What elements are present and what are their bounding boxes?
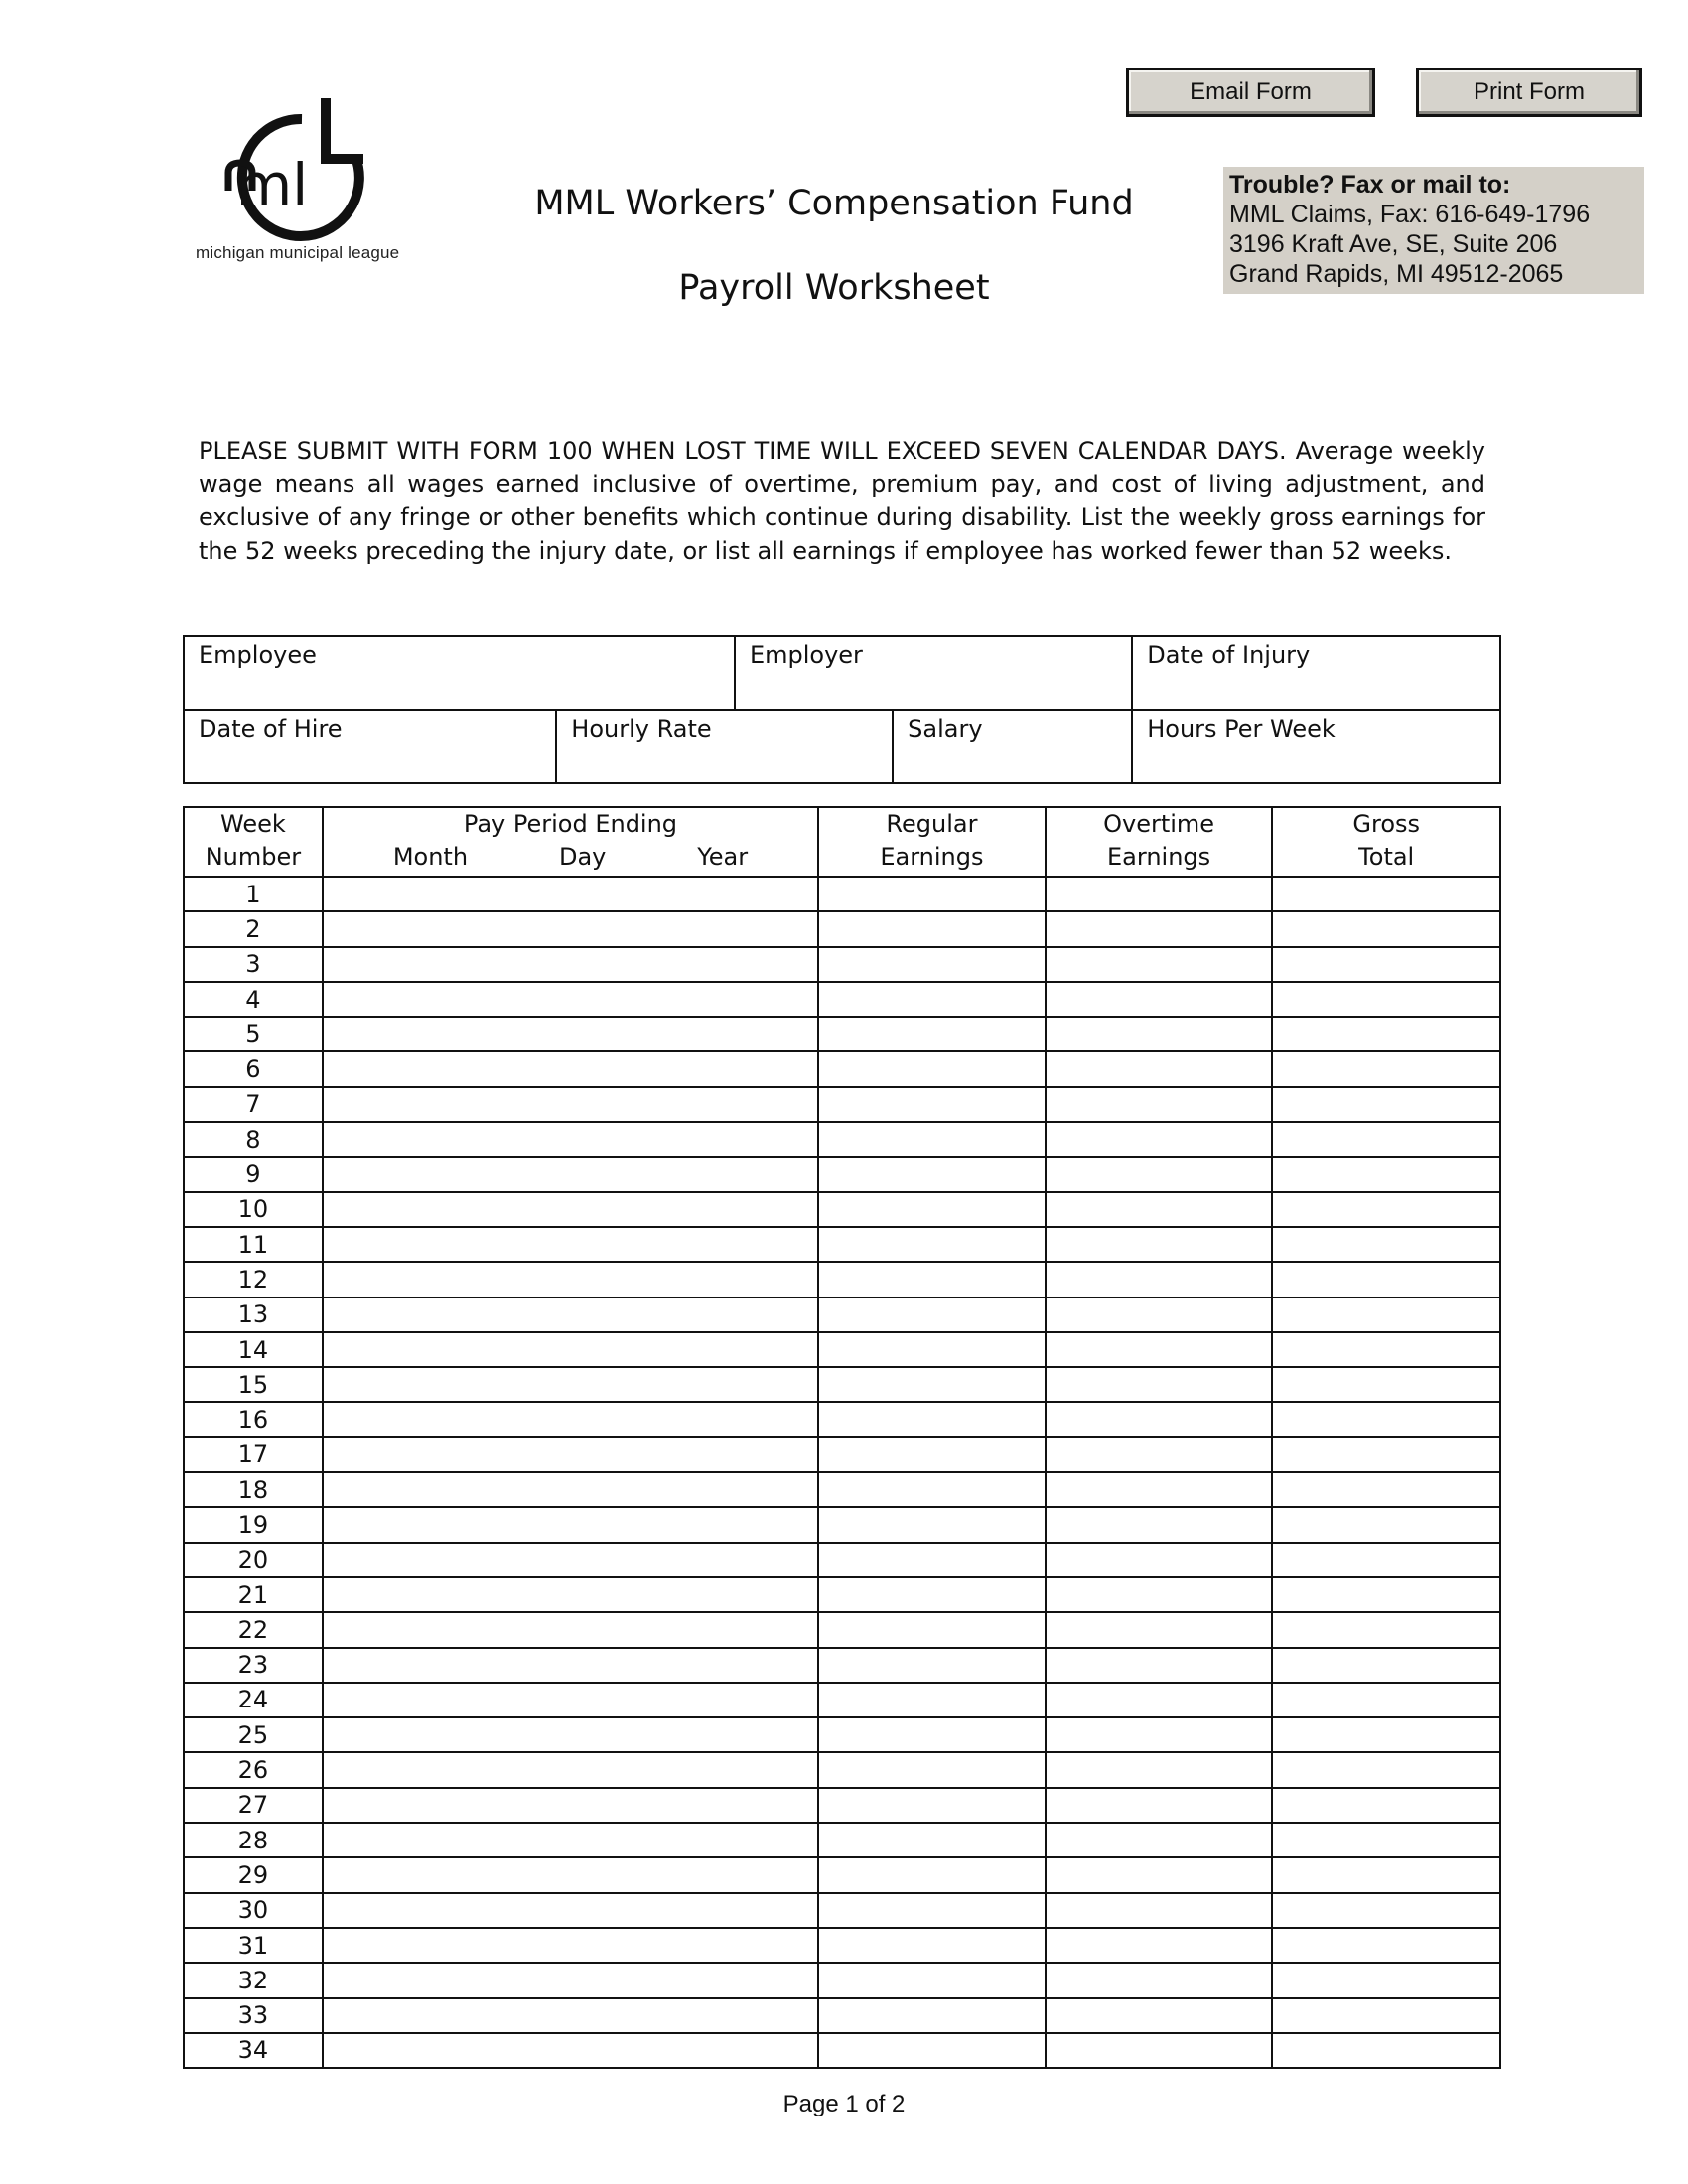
gross-total-cell[interactable] [1272, 1227, 1500, 1262]
overtime-earnings-cell[interactable] [1046, 877, 1273, 911]
pay-period-ending-cell[interactable] [323, 1297, 818, 1332]
regular-earnings-cell[interactable] [818, 1262, 1046, 1297]
pay-period-ending-cell[interactable] [323, 1332, 818, 1367]
employer-field[interactable]: Employer [735, 636, 1132, 710]
week-number-cell: 32 [184, 1963, 323, 1997]
overtime-earnings-cell[interactable] [1046, 1788, 1273, 1823]
pay-period-ending-cell[interactable] [323, 1683, 818, 1717]
table-row [184, 1297, 1500, 1332]
regular-earnings-cell[interactable] [818, 1543, 1046, 1577]
table-row [184, 1402, 1500, 1436]
regular-earnings-cell[interactable] [818, 877, 1046, 911]
table-row [184, 1122, 1500, 1157]
pay-period-ending-cell[interactable] [323, 1963, 818, 1997]
table-row [184, 1051, 1500, 1086]
overtime-earnings-cell[interactable] [1046, 1928, 1273, 1963]
regular-earnings-cell[interactable] [818, 1507, 1046, 1542]
email-form-button[interactable]: Email Form [1126, 68, 1375, 117]
overtime-earnings-cell[interactable] [1046, 1998, 1273, 2033]
week-number-cell: 2 [184, 911, 323, 946]
overtime-earnings-cell[interactable] [1046, 1227, 1273, 1262]
table-row [184, 1893, 1500, 1928]
pay-period-ending-cell[interactable] [323, 1262, 818, 1297]
week-number-cell: 3 [184, 947, 323, 982]
form-title: MML Workers’ Compensation Fund [534, 184, 1134, 223]
overtime-earnings-cell[interactable] [1046, 1087, 1273, 1122]
gross-total-cell[interactable] [1272, 1612, 1500, 1647]
contact-heading: Trouble? Fax or mail to: [1229, 171, 1511, 199]
gross-total-cell[interactable] [1272, 1367, 1500, 1402]
week-number-cell: 24 [184, 1683, 323, 1717]
week-number-cell: 21 [184, 1577, 323, 1612]
week-number-cell: 29 [184, 1857, 323, 1892]
overtime-earnings-cell[interactable] [1046, 911, 1273, 946]
gross-total-cell[interactable] [1272, 1437, 1500, 1472]
pay-period-ending-cell[interactable] [323, 1472, 818, 1507]
overtime-earnings-cell[interactable] [1046, 1683, 1273, 1717]
table-row [184, 1227, 1500, 1262]
overtime-earnings-cell[interactable] [1046, 1122, 1273, 1157]
gross-total-cell[interactable] [1272, 1717, 1500, 1752]
overtime-earnings-cell[interactable] [1046, 1893, 1273, 1928]
employee-field[interactable]: Employee [184, 636, 735, 710]
table-row [184, 1717, 1500, 1752]
table-row [184, 2033, 1500, 2068]
gross-total-cell[interactable] [1272, 947, 1500, 982]
gross-total-cell[interactable] [1272, 1332, 1500, 1367]
gross-total-cell[interactable] [1272, 1017, 1500, 1051]
week-number-cell: 13 [184, 1297, 323, 1332]
pay-period-ending-cell[interactable] [323, 1402, 818, 1436]
regular-earnings-cell[interactable] [818, 1963, 1046, 1997]
regular-earnings-cell[interactable] [818, 1928, 1046, 1963]
week-number-cell: 19 [184, 1507, 323, 1542]
table-row [184, 1612, 1500, 1647]
pay-period-ending-cell[interactable] [323, 1051, 818, 1086]
overtime-earnings-cell[interactable] [1046, 1543, 1273, 1577]
gross-total-cell[interactable] [1272, 1192, 1500, 1227]
gross-total-cell[interactable] [1272, 1648, 1500, 1683]
table-row [184, 1332, 1500, 1367]
overtime-earnings-cell[interactable] [1046, 1192, 1273, 1227]
regular-earnings-cell[interactable] [818, 1332, 1046, 1367]
regular-earnings-cell[interactable] [818, 1051, 1046, 1086]
gross-total-cell[interactable] [1272, 1262, 1500, 1297]
contact-box [1223, 167, 1644, 294]
regular-earnings-cell[interactable] [818, 1648, 1046, 1683]
day-header: Day [558, 843, 607, 871]
gross-total-cell[interactable] [1272, 1087, 1500, 1122]
overtime-earnings-cell[interactable] [1046, 1963, 1273, 1997]
gross-total-cell[interactable] [1272, 1823, 1500, 1857]
gross-total-cell[interactable] [1272, 1963, 1500, 1997]
gross-total-cell[interactable] [1272, 1472, 1500, 1507]
gross-total-cell[interactable] [1272, 911, 1500, 946]
gross-total-cell[interactable] [1272, 1402, 1500, 1436]
week-number-cell: 34 [184, 2033, 323, 2068]
week-number-cell: 16 [184, 1402, 323, 1436]
week-number-cell: 15 [184, 1367, 323, 1402]
gross-total-cell[interactable] [1272, 1928, 1500, 1963]
pay-period-ending-cell[interactable] [323, 1507, 818, 1542]
pay-period-ending-cell[interactable] [323, 1122, 818, 1157]
pay-period-ending-cell[interactable] [323, 1752, 818, 1787]
hours-per-week-field[interactable]: Hours Per Week [1132, 710, 1500, 783]
overtime-earnings-cell[interactable] [1046, 1332, 1273, 1367]
table-row [184, 1788, 1500, 1823]
week-number-cell: 23 [184, 1648, 323, 1683]
week-number-cell: 28 [184, 1823, 323, 1857]
overtime-earnings-cell[interactable] [1046, 1297, 1273, 1332]
week-number-cell: 11 [184, 1227, 323, 1262]
overtime-earnings-cell[interactable] [1046, 1577, 1273, 1612]
employee-info-table [183, 635, 1501, 784]
week-number-cell: 9 [184, 1157, 323, 1191]
table-row [184, 1262, 1500, 1297]
pay-period-ending-cell[interactable] [323, 1928, 818, 1963]
overtime-earnings-cell[interactable] [1046, 1648, 1273, 1683]
gross-total-cell[interactable] [1272, 1893, 1500, 1928]
payroll-table [183, 806, 1501, 2069]
gross-total-cell[interactable] [1272, 1122, 1500, 1157]
regular-earnings-cell[interactable] [818, 1998, 1046, 2033]
week-number-cell: 18 [184, 1472, 323, 1507]
instructions-text: PLEASE SUBMIT WITH FORM 100 WHEN LOST TIME WILL EXCEED SEVEN CALENDAR DAYS. Average weekly wage means all wages earned inclusive of overtime, premium pay, and cost of living adjustment, and exclusive of any fringe or other benefits which continue during disability. List the weekly gross earnings for the 52 weeks preceding the injury date, or list all earnings if employee has worked fewer than 52 weeks. [199, 437, 1485, 565]
table-row [184, 1437, 1500, 1472]
overtime-earnings-header: Overtime Earnings [1046, 807, 1273, 877]
month-header: Month [392, 843, 469, 871]
gross-total-cell[interactable] [1272, 2033, 1500, 2068]
week-number-cell: 7 [184, 1087, 323, 1122]
table-row [184, 1577, 1500, 1612]
week-number-cell: 22 [184, 1612, 323, 1647]
overtime-earnings-cell[interactable] [1046, 982, 1273, 1017]
page-number: Page 1 of 2 [782, 2091, 906, 2117]
week-number-cell: 6 [184, 1051, 323, 1086]
table-row [184, 1543, 1500, 1577]
gross-total-cell[interactable] [1272, 1752, 1500, 1787]
regular-earnings-header: Regular Earnings [818, 807, 1046, 877]
pay-period-ending-cell[interactable] [323, 1017, 818, 1051]
pay-period-ending-cell[interactable] [323, 947, 818, 982]
gross-total-cell[interactable] [1272, 877, 1500, 911]
pay-period-ending-cell[interactable] [323, 1648, 818, 1683]
overtime-earnings-cell[interactable] [1046, 1507, 1273, 1542]
overtime-earnings-cell[interactable] [1046, 1717, 1273, 1752]
contact-line: MML Claims, Fax: 616-649-1796 [1229, 201, 1591, 228]
gross-total-cell[interactable] [1272, 1507, 1500, 1542]
regular-earnings-cell[interactable] [818, 1367, 1046, 1402]
week-number-cell: 20 [184, 1543, 323, 1577]
regular-earnings-cell[interactable] [818, 1227, 1046, 1262]
contact-line: 3196 Kraft Ave, SE, Suite 206 [1229, 230, 1558, 258]
pay-period-ending-header: Pay Period Ending Month Day Year [323, 807, 818, 877]
week-number-cell: 30 [184, 1893, 323, 1928]
regular-earnings-cell[interactable] [818, 1122, 1046, 1157]
regular-earnings-cell[interactable] [818, 1788, 1046, 1823]
table-row [184, 1928, 1500, 1963]
pay-period-ending-cell[interactable] [323, 1893, 818, 1928]
table-row [184, 947, 1500, 982]
gross-total-cell[interactable] [1272, 1788, 1500, 1823]
week-number-cell: 33 [184, 1998, 323, 2033]
overtime-earnings-cell[interactable] [1046, 1367, 1273, 1402]
pay-period-ending-cell[interactable] [323, 911, 818, 946]
pay-period-ending-cell[interactable] [323, 1857, 818, 1892]
gross-total-cell[interactable] [1272, 1157, 1500, 1191]
pay-period-ending-cell[interactable] [323, 877, 818, 911]
overtime-earnings-cell[interactable] [1046, 1051, 1273, 1086]
week-number-cell: 4 [184, 982, 323, 1017]
pay-period-ending-cell[interactable] [323, 1577, 818, 1612]
table-row [184, 1857, 1500, 1892]
gross-total-cell[interactable] [1272, 1683, 1500, 1717]
overtime-earnings-cell[interactable] [1046, 1752, 1273, 1787]
pay-period-ending-cell[interactable] [323, 1823, 818, 1857]
overtime-earnings-cell[interactable] [1046, 947, 1273, 982]
form-subtitle: Payroll Worksheet [678, 268, 990, 308]
date-of-injury-field[interactable]: Date of Injury [1132, 636, 1500, 710]
pay-period-ending-cell[interactable] [323, 1192, 818, 1227]
table-row [184, 1683, 1500, 1717]
regular-earnings-cell[interactable] [818, 1192, 1046, 1227]
pay-period-ending-cell[interactable] [323, 1227, 818, 1262]
regular-earnings-cell[interactable] [818, 1893, 1046, 1928]
salary-field[interactable]: Salary [893, 710, 1132, 783]
table-row [184, 982, 1500, 1017]
overtime-earnings-cell[interactable] [1046, 1612, 1273, 1647]
pay-period-ending-cell[interactable] [323, 1998, 818, 2033]
regular-earnings-cell[interactable] [818, 947, 1046, 982]
week-number-cell: 31 [184, 1928, 323, 1963]
pay-period-ending-cell[interactable] [323, 1788, 818, 1823]
table-row [184, 1192, 1500, 1227]
table-row [184, 1648, 1500, 1683]
overtime-earnings-cell[interactable] [1046, 1402, 1273, 1436]
regular-earnings-cell[interactable] [818, 1087, 1046, 1122]
overtime-earnings-cell[interactable] [1046, 1472, 1273, 1507]
overtime-earnings-cell[interactable] [1046, 1262, 1273, 1297]
pay-period-ending-cell[interactable] [323, 982, 818, 1017]
regular-earnings-cell[interactable] [818, 1857, 1046, 1892]
regular-earnings-cell[interactable] [818, 1297, 1046, 1332]
regular-earnings-cell[interactable] [818, 1437, 1046, 1472]
overtime-earnings-cell[interactable] [1046, 1857, 1273, 1892]
table-row [184, 1017, 1500, 1051]
gross-total-cell[interactable] [1272, 982, 1500, 1017]
week-number-cell: 25 [184, 1717, 323, 1752]
regular-earnings-cell[interactable] [818, 1577, 1046, 1612]
week-number-cell: 17 [184, 1437, 323, 1472]
regular-earnings-cell[interactable] [818, 1683, 1046, 1717]
overtime-earnings-cell[interactable] [1046, 1157, 1273, 1191]
regular-earnings-cell[interactable] [818, 2033, 1046, 2068]
pay-period-ending-cell[interactable] [323, 1437, 818, 1472]
week-number-cell: 26 [184, 1752, 323, 1787]
regular-earnings-cell[interactable] [818, 1612, 1046, 1647]
svg-text:ml: ml [235, 151, 309, 218]
table-row [184, 1507, 1500, 1542]
print-form-button[interactable]: Print Form [1416, 68, 1642, 117]
regular-earnings-cell[interactable] [818, 1402, 1046, 1436]
pay-period-ending-cell[interactable] [323, 1087, 818, 1122]
pay-period-ending-cell[interactable] [323, 1717, 818, 1752]
regular-earnings-cell[interactable] [818, 1157, 1046, 1191]
gross-total-cell[interactable] [1272, 1543, 1500, 1577]
week-number-cell: 12 [184, 1262, 323, 1297]
regular-earnings-cell[interactable] [818, 1823, 1046, 1857]
table-row [184, 1752, 1500, 1787]
week-number-header: Week Number [184, 807, 323, 877]
hourly-rate-field[interactable]: Hourly Rate [556, 710, 893, 783]
regular-earnings-cell[interactable] [818, 982, 1046, 1017]
table-row [184, 1472, 1500, 1507]
pay-period-ending-cell[interactable] [323, 1612, 818, 1647]
pay-period-ending-cell[interactable] [323, 1157, 818, 1191]
regular-earnings-cell[interactable] [818, 1717, 1046, 1752]
week-number-cell: 8 [184, 1122, 323, 1157]
overtime-earnings-cell[interactable] [1046, 2033, 1273, 2068]
contact-line: Grand Rapids, MI 49512-2065 [1229, 260, 1564, 288]
regular-earnings-cell[interactable] [818, 1472, 1046, 1507]
table-row [184, 1367, 1500, 1402]
table-row [184, 1823, 1500, 1857]
week-number-cell: 5 [184, 1017, 323, 1051]
week-number-cell: 1 [184, 877, 323, 911]
week-number-cell: 10 [184, 1192, 323, 1227]
gross-total-cell[interactable] [1272, 1857, 1500, 1892]
overtime-earnings-cell[interactable] [1046, 1017, 1273, 1051]
pay-period-ending-cell[interactable] [323, 1367, 818, 1402]
pay-period-ending-cell[interactable] [323, 1543, 818, 1577]
table-row [184, 911, 1500, 946]
regular-earnings-cell[interactable] [818, 1752, 1046, 1787]
gross-total-cell[interactable] [1272, 1577, 1500, 1612]
pay-period-ending-cell[interactable] [323, 2033, 818, 2068]
gross-total-header: Gross Total [1272, 807, 1500, 877]
regular-earnings-cell[interactable] [818, 911, 1046, 946]
overtime-earnings-cell[interactable] [1046, 1823, 1273, 1857]
year-header: Year [697, 843, 749, 871]
date-of-hire-field[interactable]: Date of Hire [184, 710, 556, 783]
gross-total-cell[interactable] [1272, 1998, 1500, 2033]
table-row [184, 1963, 1500, 1997]
overtime-earnings-cell[interactable] [1046, 1437, 1273, 1472]
table-row [184, 1998, 1500, 2033]
regular-earnings-cell[interactable] [818, 1017, 1046, 1051]
table-row [184, 1157, 1500, 1191]
gross-total-cell[interactable] [1272, 1051, 1500, 1086]
table-row [184, 877, 1500, 911]
logo-tagline: michigan municipal league [196, 243, 400, 262]
table-row [184, 1087, 1500, 1122]
gross-total-cell[interactable] [1272, 1297, 1500, 1332]
week-number-cell: 27 [184, 1788, 323, 1823]
week-number-cell: 14 [184, 1332, 323, 1367]
